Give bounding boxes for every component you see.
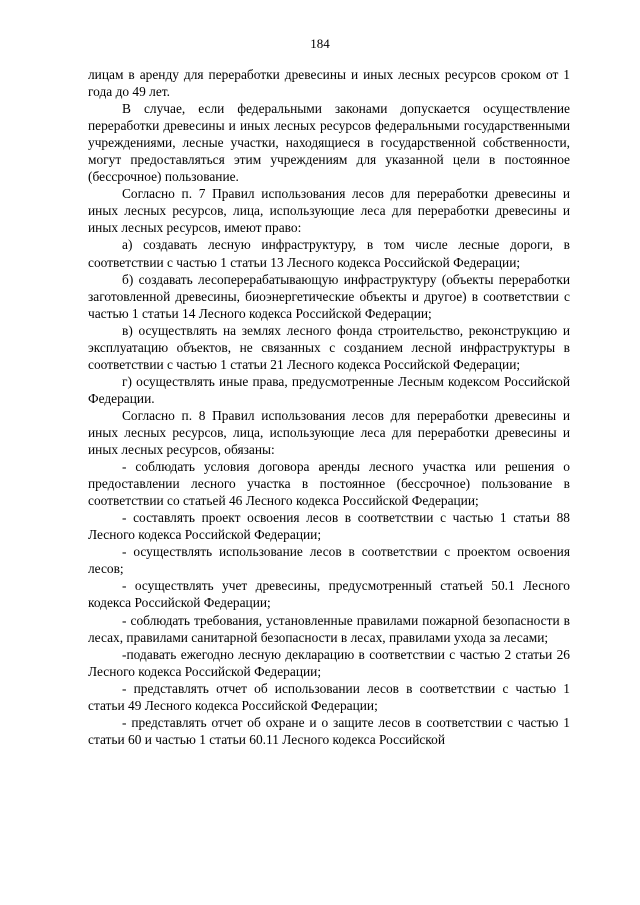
paragraph: - представлять отчет об охране и о защите лесов в соответствии с частью 1 статьи 60 и частью 1 статьи 60.11 Лесного кодекса Российской bbox=[88, 714, 570, 747]
paragraph: В случае, если федеральными законами допускается осуществление переработки древесины и иных лесных ресурсов федеральными государственными учреждениями, лесные участки, находящиеся в государственной собственности, могут предоставляться этим учреждениям для указанной цели в постоянное (бессрочное) пользование. bbox=[88, 101, 570, 185]
paragraph: - осуществлять использование лесов в соответствии с проектом освоения лесов; bbox=[88, 544, 570, 577]
paragraph: -подавать ежегодно лесную декларацию в соответствии с частью 2 статьи 26 Лесного кодекса Российской Федерации; bbox=[88, 646, 570, 679]
paragraph: г) осуществлять иные права, предусмотренные Лесным кодексом Российской Федерации. bbox=[88, 373, 570, 406]
page-number: 184 bbox=[310, 36, 330, 51]
paragraph: лицам в аренду для переработки древесины и иных лесных ресурсов сроком от 1 года до 49 лет. bbox=[88, 67, 570, 100]
body-text bbox=[88, 66, 570, 748]
paragraph: б) создавать лесоперерабатывающую инфраструктуру (объекты переработки заготовленной древесины, биоэнергетические объекты и другое) в соответствии с частью 1 статьи 14 Лесного кодекса Российской Федерации; bbox=[88, 271, 570, 321]
paragraph: Согласно п. 8 Правил использования лесов для переработки древесины и иных лесных ресурсов, лица, использующие леса для переработки древесины и иных лесных ресурсов, обязаны: bbox=[88, 407, 570, 458]
paragraph: Согласно п. 7 Правил использования лесов для переработки древесины и иных лесных ресурсов, лица, использующие леса для переработки древесины и иных лесных ресурсов, имеют право: bbox=[88, 186, 570, 236]
paragraph: - представлять отчет об использовании лесов в соответствии с частью 1 статьи 49 Лесного кодекса Российской Федерации; bbox=[88, 680, 570, 713]
paragraph: - составлять проект освоения лесов в соответствии с частью 1 статьи 88 Лесного кодекса Российской Федерации; bbox=[88, 510, 570, 543]
paragraph: в) осуществлять на землях лесного фонда строительство, реконструкцию и эксплуатацию объектов, не связанных с созданием лесной инфраструктуры в соответствии с частью 1 статьи 21 Лесного кодекса Российской Федерации; bbox=[88, 322, 570, 372]
paragraph: - соблюдать требования, установленные правилами пожарной безопасности в лесах, правилами санитарной безопасности в лесах, правилами ухода за лесами; bbox=[88, 612, 570, 645]
paragraph: а) создавать лесную инфраструктуру, в том числе лесные дороги, в соответствии с частью 1 статьи 13 Лесного кодекса Российской Федерации; bbox=[88, 237, 570, 270]
paragraph: - осуществлять учет древесины, предусмотренный статьей 50.1 Лесного кодекса Российской Федерации; bbox=[88, 578, 570, 611]
paragraph: - соблюдать условия договора аренды лесного участка или решения о предоставлении лесного участка в постоянное (бессрочное) пользование в соответствии со статьей 46 Лесного кодекса Российской Федерации; bbox=[88, 459, 570, 509]
